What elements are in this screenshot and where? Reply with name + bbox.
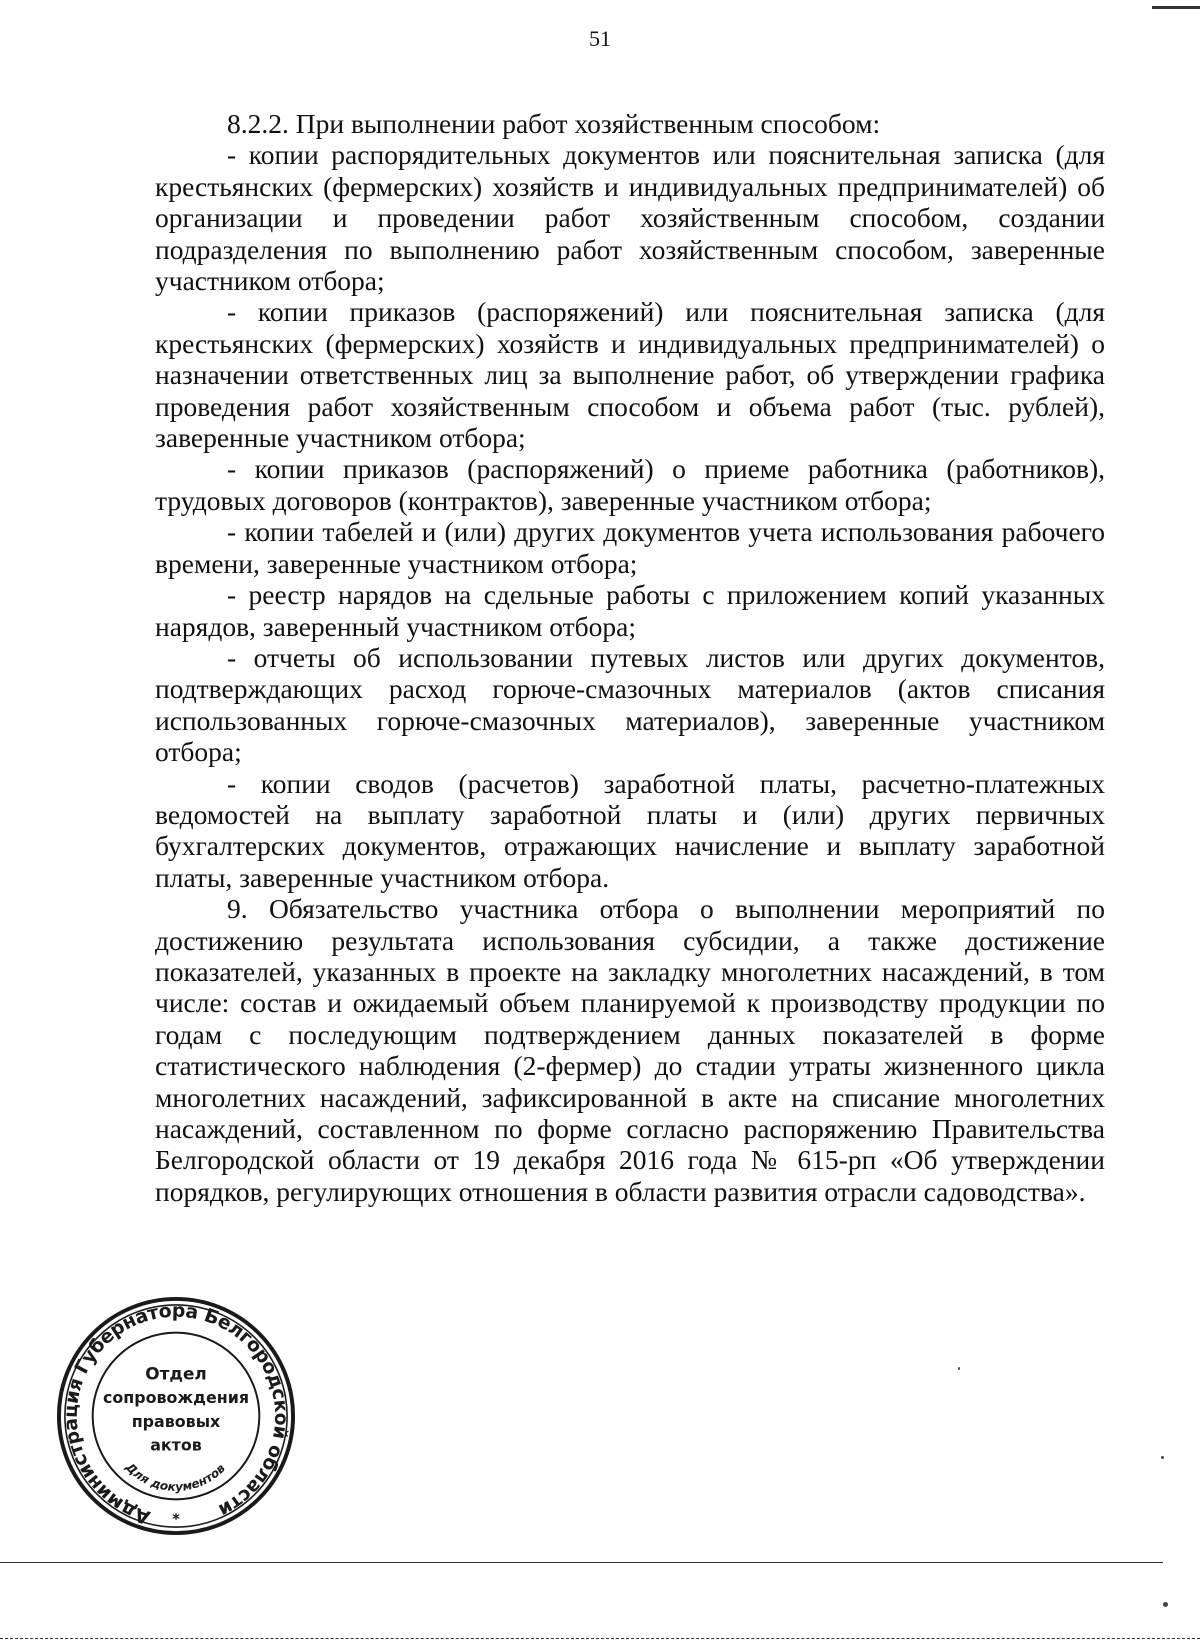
- page-number: 51: [589, 26, 611, 51]
- document-body: [155, 108, 1105, 1207]
- stamp-inner-bottom-text: Для документов: [122, 1459, 228, 1494]
- stamp-line-2: сопровождения: [102, 1388, 250, 1408]
- list-item-fuel-reports: - отчеты об использовании путевых листов или других документов, подтверждающих расход горюче-смазочных материалов (актов списания использованных горюче-смазочных материалов), заверенные участником отбора;: [155, 641, 1105, 768]
- official-stamp: [52, 1292, 300, 1540]
- stamp-line-4: актов: [150, 1435, 202, 1455]
- list-item-hiring-orders: - копии приказов (распоряжений) о приеме работника (работников), трудовых договоров (контрактов), заверенные участником отбора;: [155, 453, 1105, 516]
- list-item-timesheets: - копии табелей и (или) других документов учета использования рабочего времени, заверенные участником отбора;: [155, 516, 1105, 579]
- svg-text:Для документов: [122, 1459, 228, 1494]
- stamp-line-1: Отдел: [145, 1363, 207, 1384]
- scan-speck: [1163, 1602, 1168, 1607]
- list-item-admin-documents: - копии распорядительных документов или пояснительная записка (для крестьянских (фермерских) хозяйств и индивидуальных предпринимателей) об организации и проведении работ хозяйственным способом, создании подразделения по выполнению работ хозяйственным способом, заверенные участником отбора;: [155, 139, 1105, 297]
- bottom-scan-line: [0, 1562, 1163, 1563]
- corner-mark: [1152, 6, 1200, 9]
- scan-speck: [1161, 1456, 1164, 1459]
- stamp-star: *: [172, 1510, 180, 1529]
- page-edge-line: [0, 1638, 1200, 1639]
- list-item-payroll: - копии сводов (расчетов) заработной платы, расчетно-платежных ведомостей на выплату заработной платы и (или) других первичных бухгалтерских документов, отражающих начисление и выплату заработной платы, заверенные участником отбора.: [155, 767, 1105, 893]
- scan-speck: [958, 1367, 960, 1370]
- list-item-work-orders-register: - реестр нарядов на сдельные работы с приложением копий указанных нарядов, заверенный участником отбора;: [155, 579, 1105, 642]
- paragraph-9: 9. Обязательство участника отбора о выполнении мероприятий по достижению результата использования субсидии, а также достижение показателей, указанных в проекте на закладку многолетних насаждений, в том числе: состав и ожидаемый объем планируемой к производству продукции по годам с последующим подтверждением данных показателей в форме статистического наблюдения (2-фермер) до стадии утраты жизненного цикла многолетних насаждений, зафиксированной в акте на списание многолетних насаждений, составленном по форме согласно распоряжению Правительства Белгородской области от 19 декабря 2016 года № 615-рп «Об утверждении порядков, регулирующих отношения в области развития отрасли садоводства».: [155, 893, 1105, 1207]
- section-heading-8-2-2: 8.2.2. При выполнении работ хозяйственным способом:: [227, 108, 881, 139]
- list-item-orders: - копии приказов (распоряжений) или пояснительная записка (для крестьянских (фермерских) хозяйств и индивидуальных предпринимателей) о назначении ответственных лиц за выполнение работ, об утверждении графика проведения работ хозяйственным способом и объема работ (тыс. рублей), заверенные участником отбора;: [155, 296, 1105, 454]
- stamp-line-3: правовых: [131, 1411, 221, 1431]
- stamp-outer-text: Администрация Губернатора Белгородской области: [60, 1300, 292, 1528]
